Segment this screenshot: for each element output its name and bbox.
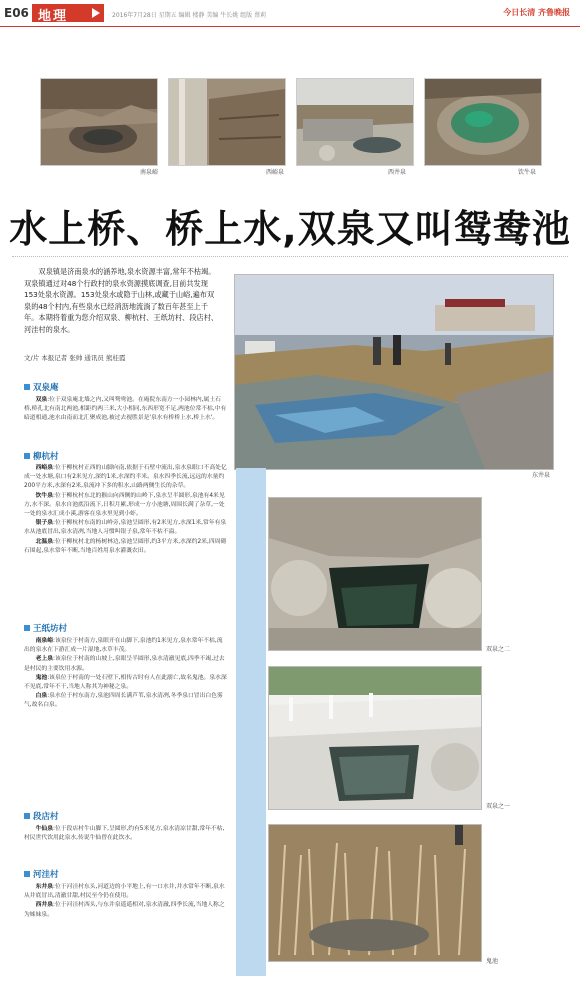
spring-photo-shuangquan-2 (269, 498, 481, 650)
thumb-caption-4: 饮牛泉 (518, 169, 537, 176)
page-number: E06 (4, 6, 29, 20)
photo-dongjingquan (234, 274, 554, 470)
spring-description: :位于段店村牛山脚下,呈圆形,约有5米见方,泉水清凉甘甜,常年不枯,村民世代饮用此泉水,传说牛仙曾在此饮水。 (24, 826, 225, 842)
spring-description: :该泉位于村南方,泉眼开在山脚下,泉池约1米见方,泉水常年不枯,流出的泉水在下游汇成一片湿地,水草丰茂。 (24, 638, 223, 654)
spring-name: 老上泉 (35, 656, 53, 663)
spring-name: 西井泉 (35, 902, 53, 909)
spring-description: :该泉位于村南的一处石壁下,相传古时有人在此溺亡,故名鬼池。泉水深不见底,常年不干,当地人称其为神秘之泉。 (24, 674, 227, 691)
spring-name: 西峪泉 (35, 465, 53, 471)
spring-description: :位于柳杭村北的杨树林边,泉池呈圆形,约3平方米,水深约2米,四周砌石围起,泉水常年不断,当地百姓用泉水灌溉农田。 (24, 538, 227, 554)
spring-name: 饮牛泉 (35, 492, 53, 499)
lead-paragraph: 双泉镇是济南泉水的涵养地,泉水资源丰富,常年不枯竭。双泉镇通过对48个行政村的泉水资源摸底调查,目前共发现153处泉水资源。153处泉水或隐于山林,或藏于山峪,遍布双泉的48个村内,有些泉水已经消沥地流淌了数百年甚至上千年。本期将着重为您介绍双泉、柳杭村、王纸坊村、段店村、河洼村的泉水。 (24, 267, 219, 334)
arrow-right-icon (92, 8, 100, 18)
spring-description: :该泉位于村南的山坡上,泉眼呈半圆形,泉水清澈见底,四季不竭,过去是村民的主要饮用水源。 (24, 656, 225, 672)
byline: 文/片 本报记者 张帅 通讯员 熊桂霞 (24, 354, 126, 362)
spring-description: :位于双泉庵北墙之内,又叫鸳鸯池。在庵院东南方一小园林内,属土石桥,桥孔北有南北两池,相距约两三米,大小相同,东西形宽不足,两池位常不枯,中有暗道相通,池水由南而北汇聚成池,被过去视胜景是'泉水有桥桥上水,桥上水'。 (24, 397, 227, 422)
section-heading-duandian: 段店村 (24, 810, 59, 822)
spring-name: 牛仙泉 (35, 826, 53, 832)
photo-caption-shuangquan-1: 双泉之一 (486, 803, 511, 810)
photo-caption-guichi: 鬼池 (486, 958, 499, 965)
spring-photo-2 (169, 79, 285, 165)
section-heading-wangzhifang: 王纸坊村 (24, 622, 67, 634)
spring-name: 银子泉 (35, 520, 53, 527)
spring-photo-4 (425, 79, 541, 165)
paragraph (24, 492, 228, 520)
spring-photo-guichi (269, 825, 481, 961)
photo-guichi (268, 824, 482, 962)
spring-description: :位于柳杭村东南的山岭旁,泉池呈圆形,有2米见方,水深1米,常年有泉水从池底冒出,泉水清冽,当地人习惯叫银子泉,常年不枯不溢。 (24, 520, 227, 536)
newspaper-brand: 今日长清 齐鲁晚报 (503, 8, 570, 17)
section-tab (32, 4, 104, 22)
thumb-caption-2: 西峪泉 (266, 169, 285, 176)
spring-description: :位于河洼村西头,与东井泉遥遥相对,泉水清澈,四季长流,当地人称之为姊妹泉。 (24, 902, 225, 918)
spring-name: 东井泉 (35, 884, 53, 890)
section-heading-liuhang: 柳杭村 (24, 450, 59, 462)
spring-description: :位于柳杭村正西的山脚向南,依据于石壁中流出,泉水泉眼口不高处亿成一处水塘,泉口有2米见方,深约1米,水深约半米。泉水四季长流,远远的水量约200平方米,水深有2米,泉流冲下多的积水,山路两侧生长的杂草。 (24, 465, 227, 490)
photo-shuangquan-1 (268, 666, 482, 810)
spring-photo-large (235, 275, 553, 469)
page-header (0, 0, 580, 26)
paragraph (24, 692, 228, 710)
thumb-photo-3 (296, 78, 414, 166)
paragraph (24, 519, 228, 537)
thumb-caption-1: 南泉峪 (140, 169, 159, 176)
header-rule (0, 26, 580, 27)
paragraph (24, 655, 228, 673)
paragraph (24, 637, 228, 655)
section-body-hewa (24, 883, 228, 920)
thumb-photo-1 (40, 78, 158, 166)
section-body-shuangquanan (24, 396, 228, 424)
spring-photo-shuangquan-1 (269, 667, 481, 809)
thumb-photo-4 (424, 78, 542, 166)
paragraph (24, 538, 228, 556)
section-body-duandian (24, 825, 228, 843)
paragraph (24, 464, 228, 492)
section-title: 地理 (38, 9, 69, 24)
spring-name: 白泉 (35, 693, 48, 700)
spring-description: :位于河洼村东头,河道边的小平地上,有一口水井,井水常年不断,泉水从井底冒出,清澈甘甜,村民至今仍在使用。 (24, 884, 225, 900)
spring-name: 鬼池 (35, 674, 48, 681)
section-body-wangzhifang (24, 637, 228, 711)
section-heading-shuangquanan: 双泉庵 (24, 381, 59, 393)
paragraph (24, 674, 228, 692)
photo-caption-shuangquan-2: 双泉之二 (486, 646, 511, 653)
issue-meta: 2016年7月28日 星期五 编辑 楼静 美编 牛长姚 组版 蔡莉 (112, 12, 267, 19)
thumb-photo-2 (168, 78, 286, 166)
section-heading-hewa: 河洼村 (24, 868, 59, 880)
spring-photo-3 (297, 79, 413, 165)
decorative-sidebar-band (236, 468, 266, 976)
photo-shuangquan-2 (268, 497, 482, 651)
spring-photo-1 (41, 79, 157, 165)
spring-name: 南泉峪 (35, 638, 53, 644)
spring-name: 北温泉 (35, 538, 53, 545)
spring-description: :位于柳杭村东北的猴山向西侧的山岭下,泉水呈半圆形,泉池有4米见方,水不深。泉水自池底沿流下,日积月累,形成一方小池塘,周围长满了杂草,一处一处的泉水汇成小溪,游客在泉水里见到小虾。 (24, 492, 225, 518)
spring-description: :泉水位于村东南方,泉池四周长满芦苇,泉水清冽,冬季泉口冒出白色雾气,故名白泉。 (24, 693, 223, 709)
section-body-liuhang (24, 464, 228, 556)
headline-divider (12, 256, 568, 257)
spring-name: 双泉 (35, 397, 48, 403)
thumb-caption-3: 西井泉 (388, 169, 407, 176)
headline: 水上桥、桥上水,双泉又叫鸳鸯池 (9, 207, 571, 251)
paragraph (24, 901, 228, 919)
photo-caption-dongjingquan: 东井泉 (532, 472, 551, 479)
paragraph (24, 883, 228, 901)
